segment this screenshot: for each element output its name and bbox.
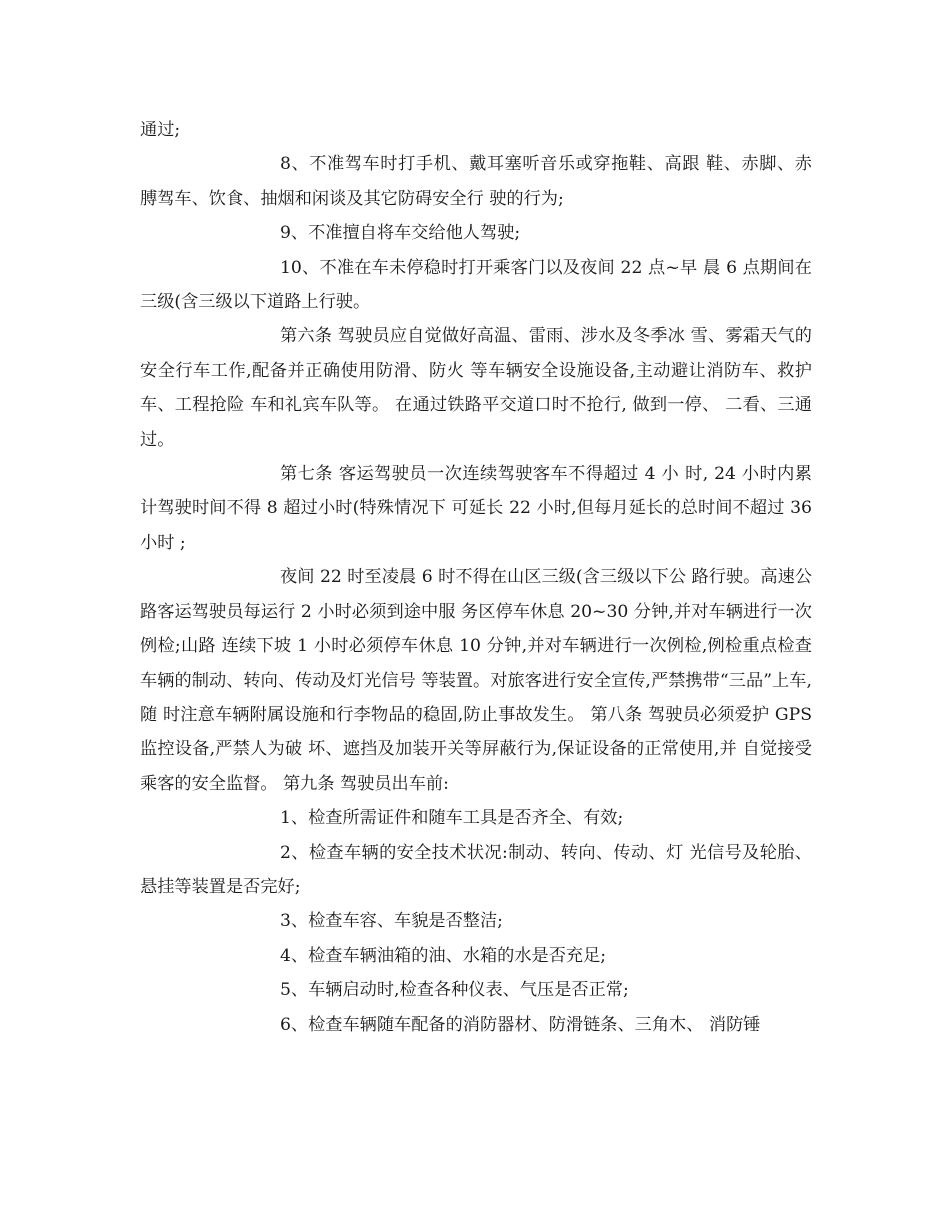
paragraph-article-6: 第六条 驾驶员应自觉做好高温、雷雨、涉水及冬季冰 雪、雾霜天气的安全行车工作,配备并正确使用防滑、防火 等车辆安全设施设备,主动避让消防车、救护车、工程抢险 车和礼宾车队等。 在通过铁路平交道口时不抢行, 做到一停、 二看、三通过。	[140, 326, 812, 450]
paragraph-rule-8: 8、不准驾车时打手机、戴耳塞听音乐或穿拖鞋、高跟 鞋、赤脚、赤膊驾车、饮食、抽烟和闲谈及其它防碍安全行 驶的行为;	[140, 154, 812, 209]
paragraph-article-7: 第七条 客运驾驶员一次连续驾驶客车不得超过 4 小 时, 24 小时内累计驾驶时间不得 8 超过小时(特殊情况下 可延长 22 小时,但每月延长的总时间不超过 36 小时 ;	[140, 464, 812, 553]
list-item-check-1: 1、检查所需证件和随车工具是否齐全、有效;	[280, 808, 624, 829]
paragraph-continuation: 通过;	[140, 120, 181, 140]
list-item-check-2: 2、检查车辆的安全技术状况:制动、转向、传动、灯 光信号及轮胎、悬挂等装置是否完好;	[140, 842, 812, 897]
paragraph-rule-9: 9、不准擅自将车交给他人驾驶;	[280, 223, 521, 244]
list-item-check-3: 3、检查车容、车貌是否整洁;	[280, 911, 503, 932]
list-item-check-5: 5、车辆启动时,检查各种仪表、气压是否正常;	[280, 980, 629, 1001]
list-item-check-6: 6、检查车辆随车配备的消防器材、防滑链条、三角木、 消防锤	[280, 1014, 761, 1035]
paragraph-night-driving: 夜间 22 时至凌晨 6 时不得在山区三级(含三级以下公 路行驶。高速公路客运驾驶员每运行 2 小时必须到途中服 务区停车休息 20~30 分钟,并对车辆进行一次例检;山路 连续下坡 1 小时必须停车休息 10 分钟,并对车辆进行一次例检,例检重点检查车辆的制动、转向、传动及灯光信号 等装置。对旅客进行安全宣传,严禁携带“三品”上车,随 时注意车辆附属设施和行李物品的稳固,防止事故发生。 第八条 驾驶员必须爱护 GPS 监控设备,严禁人为破 坏、遮挡及加装开关等屏蔽行为,保证设备的正常使用,并 自觉接受乘客的安全监督。 第九条 驾驶员出车前:	[140, 567, 812, 794]
document-body	[140, 113, 812, 1042]
list-item-check-4: 4、检查车辆油箱的油、水箱的水是否充足;	[280, 945, 607, 966]
paragraph-rule-10: 10、不准在车未停稳时打开乘客门以及夜间 22 点~早 晨 6 点期间在三级(含三级以下道路上行驶。	[140, 257, 812, 313]
